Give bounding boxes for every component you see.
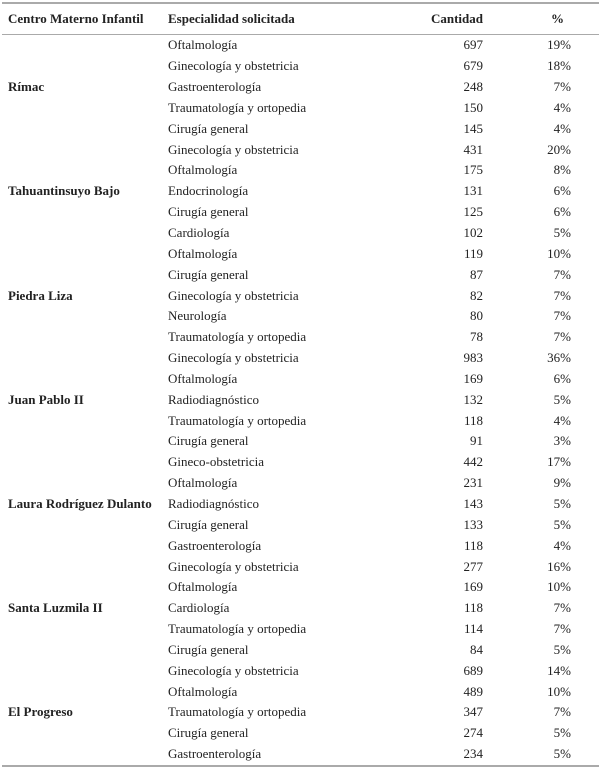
percent-cell: 6% (553, 204, 571, 220)
specialty-cell: Oftalmología (168, 579, 238, 595)
table-row (2, 35, 599, 56)
count-cell: 431 (463, 141, 483, 157)
table-row (2, 348, 599, 369)
table-row (2, 660, 599, 681)
percent-cell: 5% (553, 391, 571, 407)
percent-cell: 7% (553, 266, 571, 282)
count-cell: 169 (463, 579, 483, 595)
center-name: Santa Luzmila II (8, 600, 103, 616)
percent-cell: 36% (547, 350, 571, 366)
specialty-cell: Cirugía general (168, 204, 249, 220)
percent-cell: 6% (553, 370, 571, 386)
percent-cell: 16% (547, 558, 571, 574)
count-cell: 102 (463, 225, 483, 241)
count-cell: 114 (463, 621, 483, 637)
percent-cell: 4% (553, 537, 571, 553)
percent-cell: 20% (547, 141, 571, 157)
percent-cell: 5% (553, 516, 571, 532)
specialty-cell: Gineco-obstetricia (168, 454, 265, 470)
specialty-cell: Cardiología (168, 600, 230, 616)
specialty-cell: Cirugía general (168, 725, 249, 741)
center-name: Laura Rodríguez Dulanto (8, 495, 152, 511)
count-cell: 119 (463, 245, 483, 261)
specialty-cell: Oftalmología (168, 683, 238, 699)
specialty-cell: Neurología (168, 308, 227, 324)
specialty-cell: Ginecología y obstetricia (168, 58, 299, 74)
percent-cell: 3% (553, 433, 571, 449)
specialty-cell: Gastroenterología (168, 79, 262, 95)
count-cell: 118 (463, 600, 483, 616)
percent-cell: 14% (547, 662, 571, 678)
count-cell: 697 (463, 37, 483, 53)
header-count: Cantidad (398, 3, 483, 35)
count-cell: 347 (463, 704, 483, 720)
percent-cell: 7% (553, 308, 571, 324)
percent-cell: 19% (547, 37, 571, 53)
header-specialty: Especialidad solicitada (168, 3, 398, 35)
count-cell: 145 (463, 120, 483, 136)
count-cell: 118 (463, 537, 483, 553)
count-cell: 689 (463, 662, 483, 678)
percent-cell: 9% (553, 475, 571, 491)
center-name: Juan Pablo II (8, 391, 84, 407)
specialty-cell: Traumatología y ortopedia (168, 99, 307, 115)
percent-cell: 5% (553, 746, 571, 762)
specialty-cell: Cardiología (168, 225, 230, 241)
percent-cell: 5% (553, 725, 571, 741)
specialty-cell: Ginecología y obstetricia (168, 287, 299, 303)
percent-cell: 10% (547, 579, 571, 595)
specialty-cell: Oftalmología (168, 370, 238, 386)
specialty-cell: Oftalmología (168, 475, 238, 491)
percent-cell: 6% (553, 183, 571, 199)
specialty-cell: Ginecología y obstetricia (168, 558, 299, 574)
center-name: Piedra Liza (8, 287, 73, 303)
percent-cell: 5% (553, 641, 571, 657)
percent-cell: 10% (547, 245, 571, 261)
count-cell: 78 (470, 329, 483, 345)
specialty-cell: Traumatología y ortopedia (168, 704, 307, 720)
count-cell: 80 (470, 308, 483, 324)
percent-cell: 18% (547, 58, 571, 74)
percent-cell: 7% (553, 704, 571, 720)
count-cell: 87 (470, 266, 483, 282)
count-cell: 169 (463, 370, 483, 386)
percent-cell: 17% (547, 454, 571, 470)
percent-cell: 7% (553, 600, 571, 616)
specialty-cell: Oftalmología (168, 162, 238, 178)
count-cell: 82 (470, 287, 483, 303)
specialty-cell: Ginecología y obstetricia (168, 141, 299, 157)
center-name: Tahuantinsuyo Bajo (8, 183, 120, 199)
table-row (2, 139, 599, 160)
percent-cell: 10% (547, 683, 571, 699)
table-row (2, 243, 599, 264)
count-cell: 133 (463, 516, 483, 532)
count-cell: 679 (463, 58, 483, 74)
specialty-cell: Ginecología y obstetricia (168, 350, 299, 366)
count-cell: 132 (463, 391, 483, 407)
specialty-cell: Cirugía general (168, 120, 249, 136)
table-body (2, 35, 599, 766)
percent-cell: 8% (553, 162, 571, 178)
count-cell: 150 (463, 99, 483, 115)
specialty-cell: Gastroenterología (168, 746, 262, 762)
count-cell: 175 (463, 162, 483, 178)
specialty-cell: Oftalmología (168, 37, 238, 53)
specialty-cell: Endocrinología (168, 183, 249, 199)
specialty-table (2, 2, 599, 767)
center-name: El Progreso (8, 704, 73, 720)
percent-cell: 7% (553, 329, 571, 345)
specialty-cell: Radiodiagnóstico (168, 495, 259, 511)
header-row (2, 3, 599, 35)
specialty-cell: Oftalmología (168, 245, 238, 261)
count-cell: 91 (470, 433, 483, 449)
count-cell: 131 (463, 183, 483, 199)
table-row (2, 452, 599, 473)
specialty-cell: Cirugía general (168, 266, 249, 282)
count-cell: 143 (463, 495, 483, 511)
specialty-cell: Cirugía general (168, 641, 249, 657)
specialty-cell: Traumatología y ortopedia (168, 412, 307, 428)
count-cell: 274 (463, 725, 483, 741)
count-cell: 231 (463, 475, 483, 491)
count-cell: 983 (463, 350, 483, 366)
center-name: Rímac (8, 79, 45, 95)
percent-cell: 7% (553, 287, 571, 303)
header-percent: % (483, 3, 599, 35)
count-cell: 442 (463, 454, 483, 470)
specialty-cell: Traumatología y ortopedia (168, 621, 307, 637)
count-cell: 234 (463, 746, 483, 762)
count-cell: 125 (463, 204, 483, 220)
specialty-cell: Radiodiagnóstico (168, 391, 259, 407)
count-cell: 489 (463, 683, 483, 699)
percent-cell: 4% (553, 120, 571, 136)
count-cell: 118 (463, 412, 483, 428)
specialty-cell: Cirugía general (168, 433, 249, 449)
percent-cell: 5% (553, 225, 571, 241)
table-row (2, 556, 599, 577)
header-center: Centro Materno Infantil (2, 3, 168, 35)
percent-cell: 4% (553, 99, 571, 115)
count-cell: 277 (463, 558, 483, 574)
specialty-cell: Cirugía general (168, 516, 249, 532)
percent-cell: 5% (553, 495, 571, 511)
count-cell: 84 (470, 641, 483, 657)
percent-cell: 7% (553, 621, 571, 637)
specialty-cell: Gastroenterología (168, 537, 262, 553)
count-cell: 248 (463, 79, 483, 95)
percent-cell: 7% (553, 79, 571, 95)
percent-cell: 4% (553, 412, 571, 428)
specialty-cell: Ginecología y obstetricia (168, 662, 299, 678)
specialty-cell: Traumatología y ortopedia (168, 329, 307, 345)
